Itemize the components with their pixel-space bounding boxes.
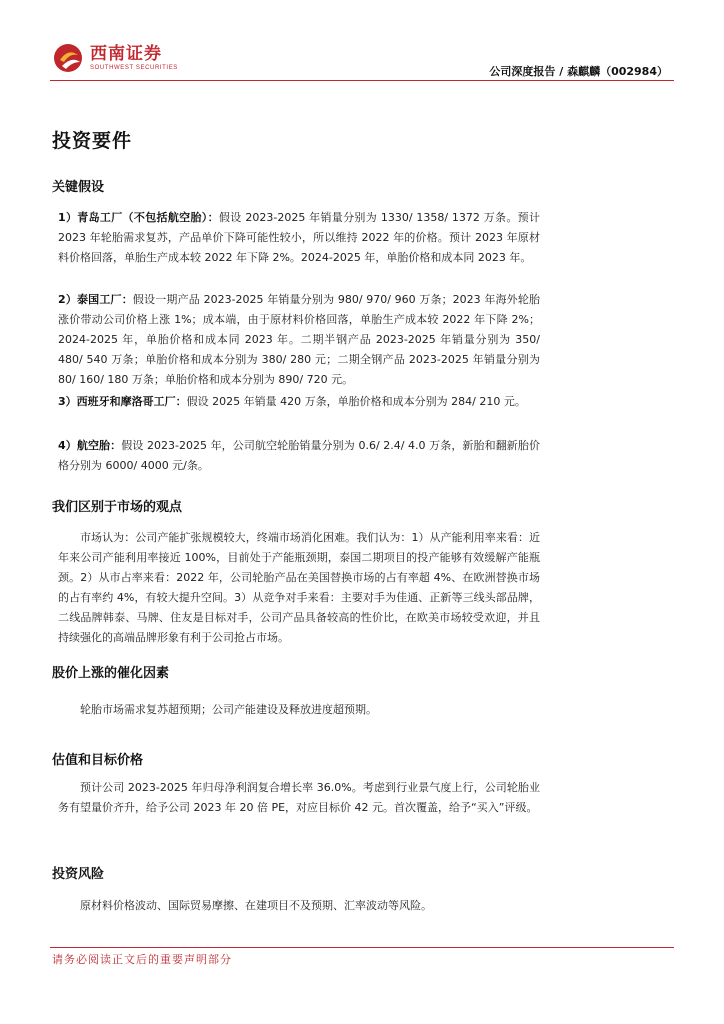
report-header-title: 公司深度报告 / 森麒麟（002984） (489, 65, 668, 78)
assumption-item (58, 392, 540, 412)
catalysts-text: 轮胎市场需求复苏超预期；公司产能建设及释放进度超预期。 (80, 703, 377, 716)
assumption-text: 假设 2023-2025 年销量分别为 1330/ 1358/ 1372 万条。预计 2023 年轮胎需求复苏，产品单价下降可能性较小，所以维持 2022 年的价格。预计 2023 年原材料价格回落，单胎生产成本较 2022 年下降 2%。2024-2025 年，单胎价格和成本同 2023 年。 (58, 211, 540, 264)
logo-en-text: SOUTHWEST SECURITIES (90, 64, 178, 71)
page-title: 投资要件 (52, 130, 133, 152)
risks-text: 原材料价格波动、国际贸易摩擦、在建项目不及预期、汇率波动等风险。 (80, 899, 432, 912)
assumption-item (58, 290, 540, 390)
market-view-text: 市场认为：公司产能扩张规模较大，终端市场消化困难。我们认为：1）从产能利用率来看：近年来公司产能利用率接近 100%，目前处于产能瓶颈期，泰国二期项目的投产能够有效缓解产能瓶颈。2）从市占率来看：2022 年，公司轮胎产品在美国替换市场的占有率超 4%、在欧洲替换市场的占有率约 4%，有较大提升空间。3）从竞争对手来看：主要对手为佳通、正新等三线头部品牌，二线品牌韩泰、马牌、住友是目标对手，公司产品具备较高的性价比，在欧美市场较受欢迎，并且持续强化的高端品牌形象有利于公司抢占市场。 (58, 531, 540, 644)
assumption-text: 假设一期产品 2023-2025 年销量分别为 980/ 970/ 960 万条；2023 年海外轮胎涨价带动公司价格上涨 1%；成本端，由于原材料价格回落，单胎生产成本较 2022 年下降 2%；2024-2025 年，单胎价格和成本同 2023 年。二期半钢产品 2023-2025 年销量分别为 350/ 480/ 540 万条；单胎价格和成本分别为 380/ 280 元；二期全钢产品 2023-2025 年销量分别为 80/ 160/ 180 万条；单胎价格和成本分别为 890/ 720 元。 (58, 293, 541, 386)
section-heading-valuation: 估值和目标价格 (52, 753, 144, 768)
footer-disclaimer: 请务必阅读正文后的重要声明部分 (52, 953, 232, 966)
logo-icon (52, 42, 84, 74)
brand-logo (52, 42, 178, 74)
footer-divider (50, 947, 674, 948)
section-heading-catalysts: 股价上涨的催化因素 (52, 666, 170, 681)
assumption-label: 3）西班牙和摩洛哥工厂： (58, 395, 187, 408)
assumption-item (58, 436, 540, 476)
logo-cn-text: 西南证券 (90, 43, 162, 64)
section-heading-market-view: 我们区别于市场的观点 (52, 500, 183, 515)
assumption-label: 4）航空胎： (58, 439, 122, 452)
section-heading-risks: 投资风险 (52, 867, 105, 882)
assumption-text: 假设 2023-2025 年，公司航空轮胎销量分别为 0.6/ 2.4/ 4.0 万条，新胎和翻新胎价格分别为 6000/ 4000 元/条。 (58, 439, 540, 472)
assumption-label: 1）青岛工厂（不包括航空胎）： (58, 211, 219, 224)
assumption-text: 假设 2025 年销量 420 万条，单胎价格和成本分别为 284/ 210 元。 (186, 395, 526, 408)
header-divider (50, 80, 674, 81)
section-heading-assumptions: 关键假设 (52, 180, 105, 195)
assumption-label: 2）泰国工厂： (58, 293, 133, 306)
valuation-text: 预计公司 2023-2025 年归母净利润复合增长率 36.0%。考虑到行业景气度上行，公司轮胎业务有望量价齐升，给予公司 2023 年 20 倍 PE，对应目标价 42 元。首次覆盖，给予“买入”评级。 (58, 781, 540, 814)
assumption-item (58, 208, 540, 268)
